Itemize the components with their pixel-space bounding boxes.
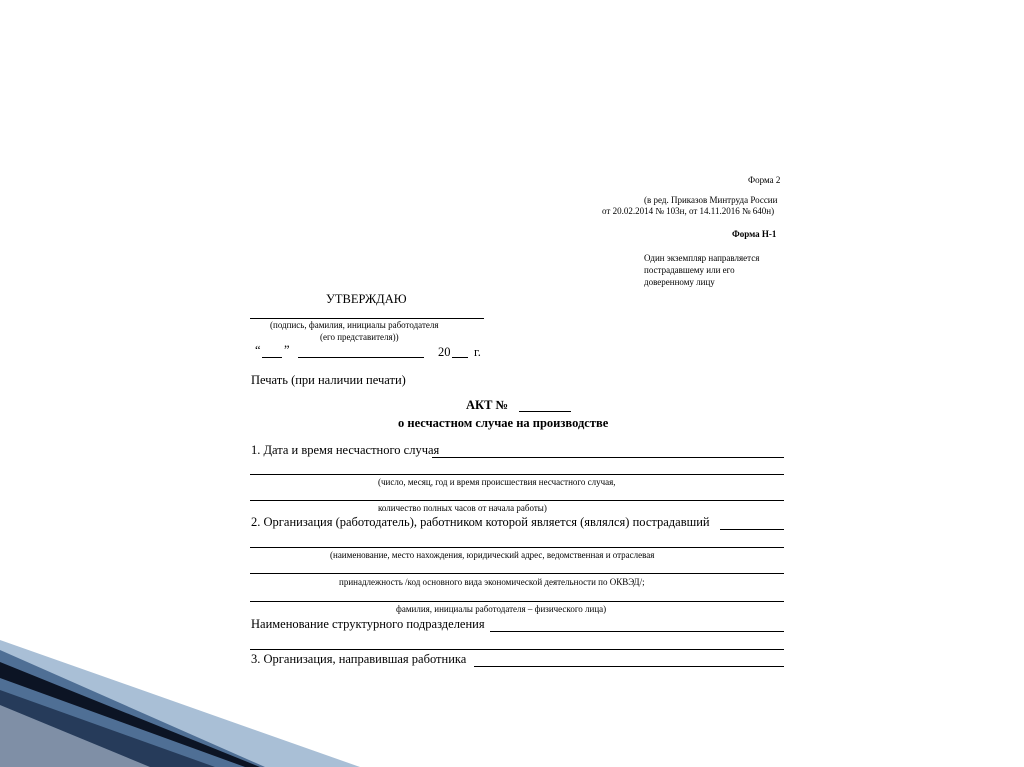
approval-title: УТВЕРЖДАЮ <box>326 292 407 306</box>
subdivision-line-2 <box>250 649 784 650</box>
item1-label: 1. Дата и время несчастного случая <box>251 443 440 457</box>
year-prefix: 20 <box>438 345 451 359</box>
item2-caption-3: фамилия, инициалы работодателя – физического лица) <box>396 604 607 614</box>
stamp-note: Печать (при наличии печати) <box>251 373 406 387</box>
item1-line-3 <box>250 500 784 501</box>
copy-note-line-3: доверенному лицу <box>644 277 715 287</box>
subdivision-inline-line <box>490 631 784 632</box>
year-suffix: г. <box>474 345 481 359</box>
copy-note-line-2: пострадавшему или его <box>644 265 735 275</box>
signature-caption-2: (его представителя)) <box>320 332 399 342</box>
item3-label: 3. Организация, направившая работника <box>251 652 467 666</box>
item2-line-2 <box>250 547 784 548</box>
act-number-blank <box>519 411 571 412</box>
item2-caption-1: (наименование, место нахождения, юридический адрес, ведомственная и отраслевая <box>330 550 655 560</box>
month-blank <box>298 357 424 358</box>
signature-caption-1: (подпись, фамилия, инициалы работодателя <box>270 320 439 330</box>
copy-note-line-1: Один экземпляр направляется <box>644 253 760 263</box>
item1-inline-line <box>432 457 784 458</box>
year-blank <box>452 357 468 358</box>
form-label: Форма 2 <box>748 175 781 185</box>
item2-caption-2: принадлежность /код основного вида экономической деятельности по ОКВЭД/; <box>339 577 645 587</box>
day-blank <box>262 357 282 358</box>
item1-caption: (число, месяц, год и время происшествия несчастного случая, <box>378 477 616 487</box>
item1-line-2 <box>250 474 784 475</box>
item2-line-3 <box>250 573 784 574</box>
item1-caption-2: количество полных часов от начала работы) <box>378 503 547 513</box>
item2-label: 2. Организация (работодатель), работником которой является (являлся) пострадавший <box>251 515 710 529</box>
edition-line-2: от 20.02.2014 № 103н, от 14.11.2016 № 640н) <box>602 206 775 216</box>
item3-inline-line <box>474 666 784 667</box>
act-subtitle: о несчастном случае на производстве <box>398 416 609 430</box>
date-open-quote: “ <box>255 343 261 357</box>
item2-inline-line <box>720 529 784 530</box>
signature-line <box>250 318 484 319</box>
edition-line-1: (в ред. Приказов Минтруда России <box>644 195 778 205</box>
act-title: АКТ № <box>466 398 509 412</box>
subdivision-label: Наименование структурного подразделения <box>251 617 485 631</box>
date-close-quote: ” <box>284 343 290 357</box>
form-code: Форма Н-1 <box>732 229 777 239</box>
item2-line-4 <box>250 601 784 602</box>
